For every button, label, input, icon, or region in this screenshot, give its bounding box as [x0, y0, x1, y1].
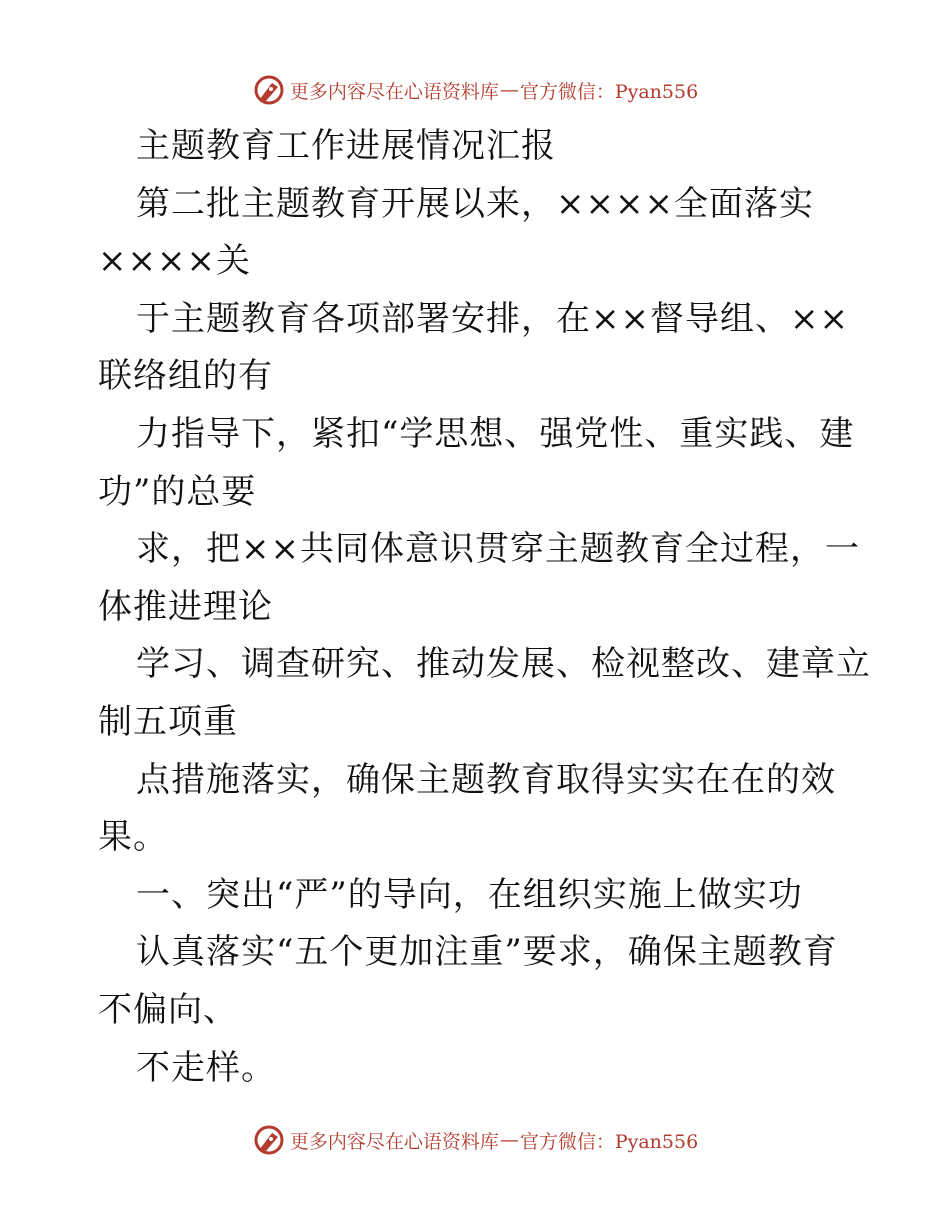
- pen-nib-logo-icon: [252, 73, 286, 107]
- paragraph-line: 点措施落实，确保主题教育取得实实在在的效: [136, 759, 836, 800]
- banner-dash: —: [499, 79, 519, 101]
- banner-contact-text: 官方微信：Pyan556: [519, 1130, 699, 1153]
- banner-dash: —: [499, 1129, 519, 1151]
- paragraph-line: 体推进理论: [98, 586, 273, 627]
- paragraph-line: 第二批主题教育开展以来，××××全面落实: [136, 183, 814, 224]
- paragraph-line: ××××关: [98, 241, 251, 282]
- banner-main-text: 更多内容尽在心语资料库: [289, 80, 499, 103]
- paragraph-line: 不偏向、: [98, 989, 238, 1030]
- paragraph-line: 制五项重: [98, 701, 238, 742]
- header-watermark-banner: [0, 70, 950, 110]
- paragraph-line: 于主题教育各项部署安排，在××督导组、××: [136, 298, 849, 339]
- footer-watermark-banner: [0, 1120, 950, 1160]
- banner-contact-text: 官方微信：Pyan556: [519, 80, 699, 103]
- paragraph-line: 功”的总要: [98, 471, 257, 512]
- paragraph-line: 联络组的有: [98, 356, 273, 397]
- paragraph-line: 力指导下，紧扣“学思想、强党性、重实践、建: [136, 413, 855, 454]
- pen-nib-logo-icon: [252, 1123, 286, 1157]
- paragraph-line: 认真落实“五个更加注重”要求，确保主题教育: [136, 932, 838, 973]
- document-title: 主题教育工作进展情况汇报: [136, 126, 556, 166]
- section-heading: 一、突出“严”的导向，在组织实施上做实功: [136, 874, 803, 915]
- paragraph-line: 果。: [98, 817, 168, 858]
- paragraph-line: 求，把××共同体意识贯穿主题教育全过程，一: [136, 529, 860, 570]
- paragraph-line: 学习、调查研究、推动发展、检视整改、建章立: [136, 644, 871, 685]
- document-body: [98, 118, 871, 1097]
- paragraph-line: 不走样。: [136, 1047, 276, 1088]
- banner-main-text: 更多内容尽在心语资料库: [289, 1130, 499, 1153]
